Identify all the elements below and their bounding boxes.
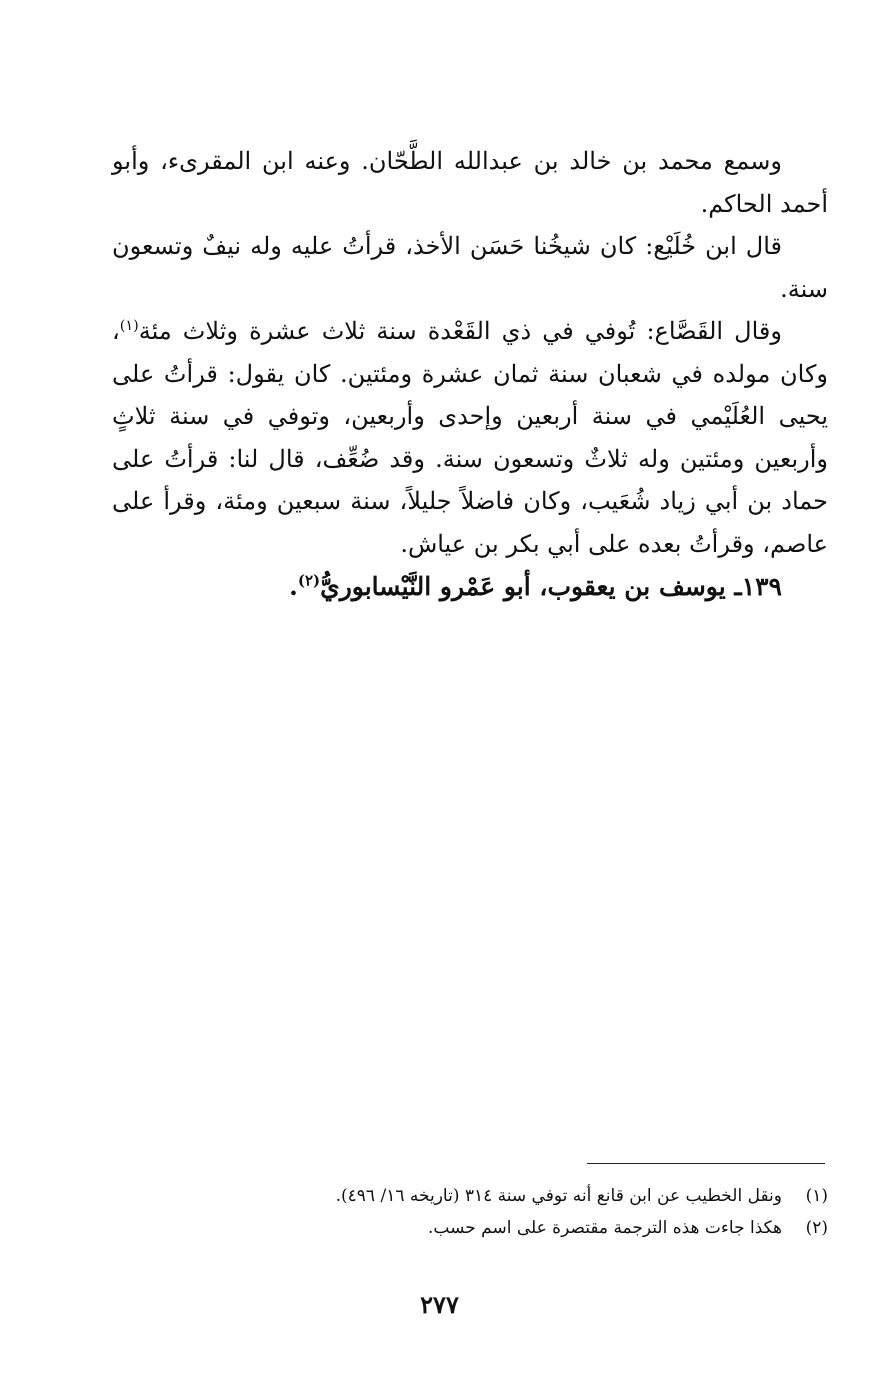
paragraph-3 — [112, 310, 828, 565]
footnotes — [240, 1180, 828, 1244]
paragraph-3-rest: ، وكان مولده في شعبان سنة ثمان عشرة ومئتين. كان يقول: قرأتُ على يحيى العُلَيْمي في سنة أربعين وإحدى وأربعين، وتوفي في سنة ثلاثٍ وأربعين ومئتين وله ثلاثٌ وتسعون سنة. وقد ضُعِّف، قال لنا: قرأتُ على حماد بن أبي زياد شُعَيب، وكان فاضلاً جليلاً، سنة سبعين ومئة، وقرأ على عاصم، وقرأتُ بعده على أبي بكر بن عياش. — [112, 317, 828, 558]
main-text — [112, 140, 828, 609]
paragraph-2: قال ابن خُلَيْع: كان شيخُنا حَسَن الأخذ، قرأتُ عليه وله نيفٌ وتسعون سنة. — [112, 232, 828, 303]
footnote-text: هكذا جاءت هذه الترجمة مقتصرة على اسم حسب. — [427, 1218, 782, 1238]
footnote-ref-1[interactable]: (١) — [119, 318, 139, 334]
entry-heading-text: ١٣٩ـ يوسف بن يعقوب، أبو عَمْرو النَّيْسابوريُّ — [320, 572, 782, 601]
entry-heading-end: . — [289, 572, 298, 601]
footnote-2 — [240, 1212, 828, 1244]
paragraph-1: وسمع محمد بن خالد بن عبدالله الطَّحّان. وعنه ابن المقرىء، وأبو أحمد الحاكم. — [112, 147, 828, 218]
entry-heading-139 — [112, 565, 828, 609]
footnote-separator — [587, 1163, 825, 1164]
footnote-number: (١) — [805, 1186, 828, 1206]
footnote-text: ونقل الخطيب عن ابن قانع أنه توفي سنة ٣١٤ (تاريخه ١٦/ ٤٩٦). — [335, 1186, 782, 1206]
page-number: ٢٧٧ — [420, 1290, 459, 1319]
footnote-ref-2[interactable]: (٢) — [297, 571, 321, 590]
footnote-1 — [240, 1180, 828, 1212]
paragraph-3-start: وقال القَصَّاع: تُوفي في ذي القَعْدة سنة ثلاث عشرة وثلاث مئة — [138, 317, 782, 345]
footnote-number: (٢) — [805, 1218, 828, 1238]
